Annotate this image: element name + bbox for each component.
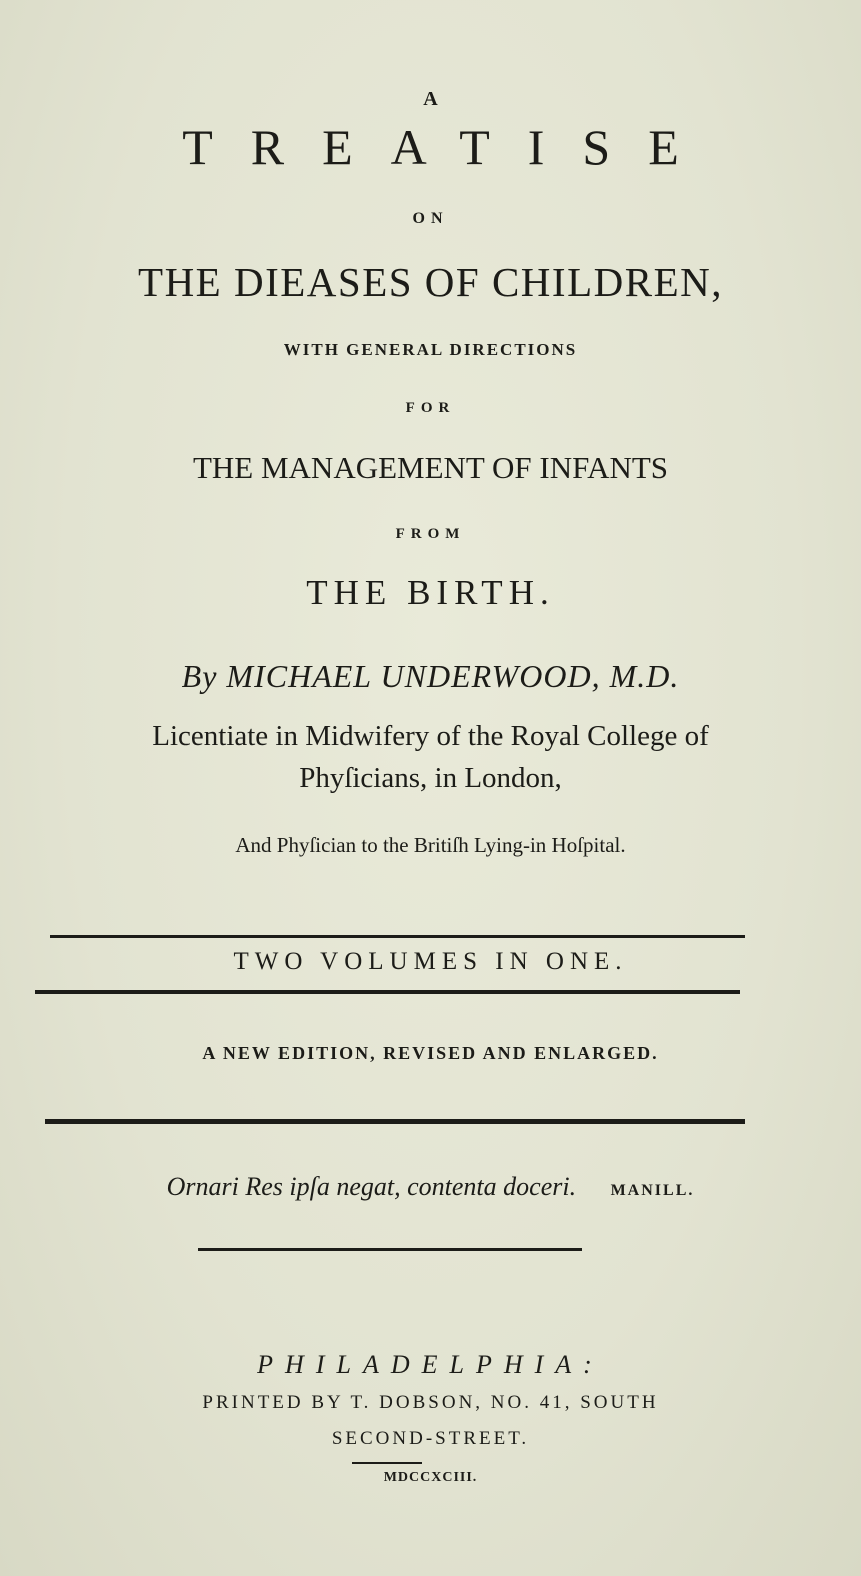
main-title: TREATISE [182, 119, 717, 175]
birth-line: THE BIRTH. [306, 573, 555, 612]
divider-rule [352, 1462, 422, 1464]
edition-line: A NEW EDITION, REVISED AND ENLARGED. [202, 1043, 659, 1063]
volumes-line: TWO VOLUMES IN ONE. [233, 948, 628, 975]
epigraph-source: MANILL. [610, 1182, 695, 1199]
divider-rule [198, 1248, 582, 1251]
on-text: ON [412, 210, 449, 227]
divider-rule [50, 935, 745, 938]
article-a: A [423, 88, 438, 110]
author-line: By MICHAEL UNDERWOOD, M.D. [181, 658, 680, 694]
credential-line-2: Phyſicians, in London, [299, 762, 562, 794]
imprint-street: SECOND-STREET. [331, 1428, 530, 1449]
imprint-city: PHILADELPHIA: [257, 1350, 604, 1379]
epigraph [0, 1172, 861, 1202]
for-text: FOR [405, 400, 456, 416]
from-text: FROM [395, 526, 466, 542]
credential-line-3: And Phyſician to the Britiſh Lying-in Hoſpital. [235, 833, 626, 857]
epigraph-quote: Ornari Res ipſa negat, contenta doceri. [166, 1172, 577, 1201]
credential-line-1: Licentiate in Midwifery of the Royal College of [152, 720, 709, 752]
general-directions: WITH GENERAL DIRECTIONS [283, 340, 578, 359]
divider-rule [35, 990, 740, 994]
imprint-printer: PRINTED BY T. DOBSON, NO. 41, SOUTH [202, 1392, 659, 1413]
management-line: THE MANAGEMENT OF INFANTS [192, 450, 669, 485]
subject-line: THE DIEASES OF CHILDREN, [138, 259, 723, 305]
divider-rule [45, 1119, 745, 1124]
imprint-year: MDCCXCIII. [383, 1470, 478, 1485]
